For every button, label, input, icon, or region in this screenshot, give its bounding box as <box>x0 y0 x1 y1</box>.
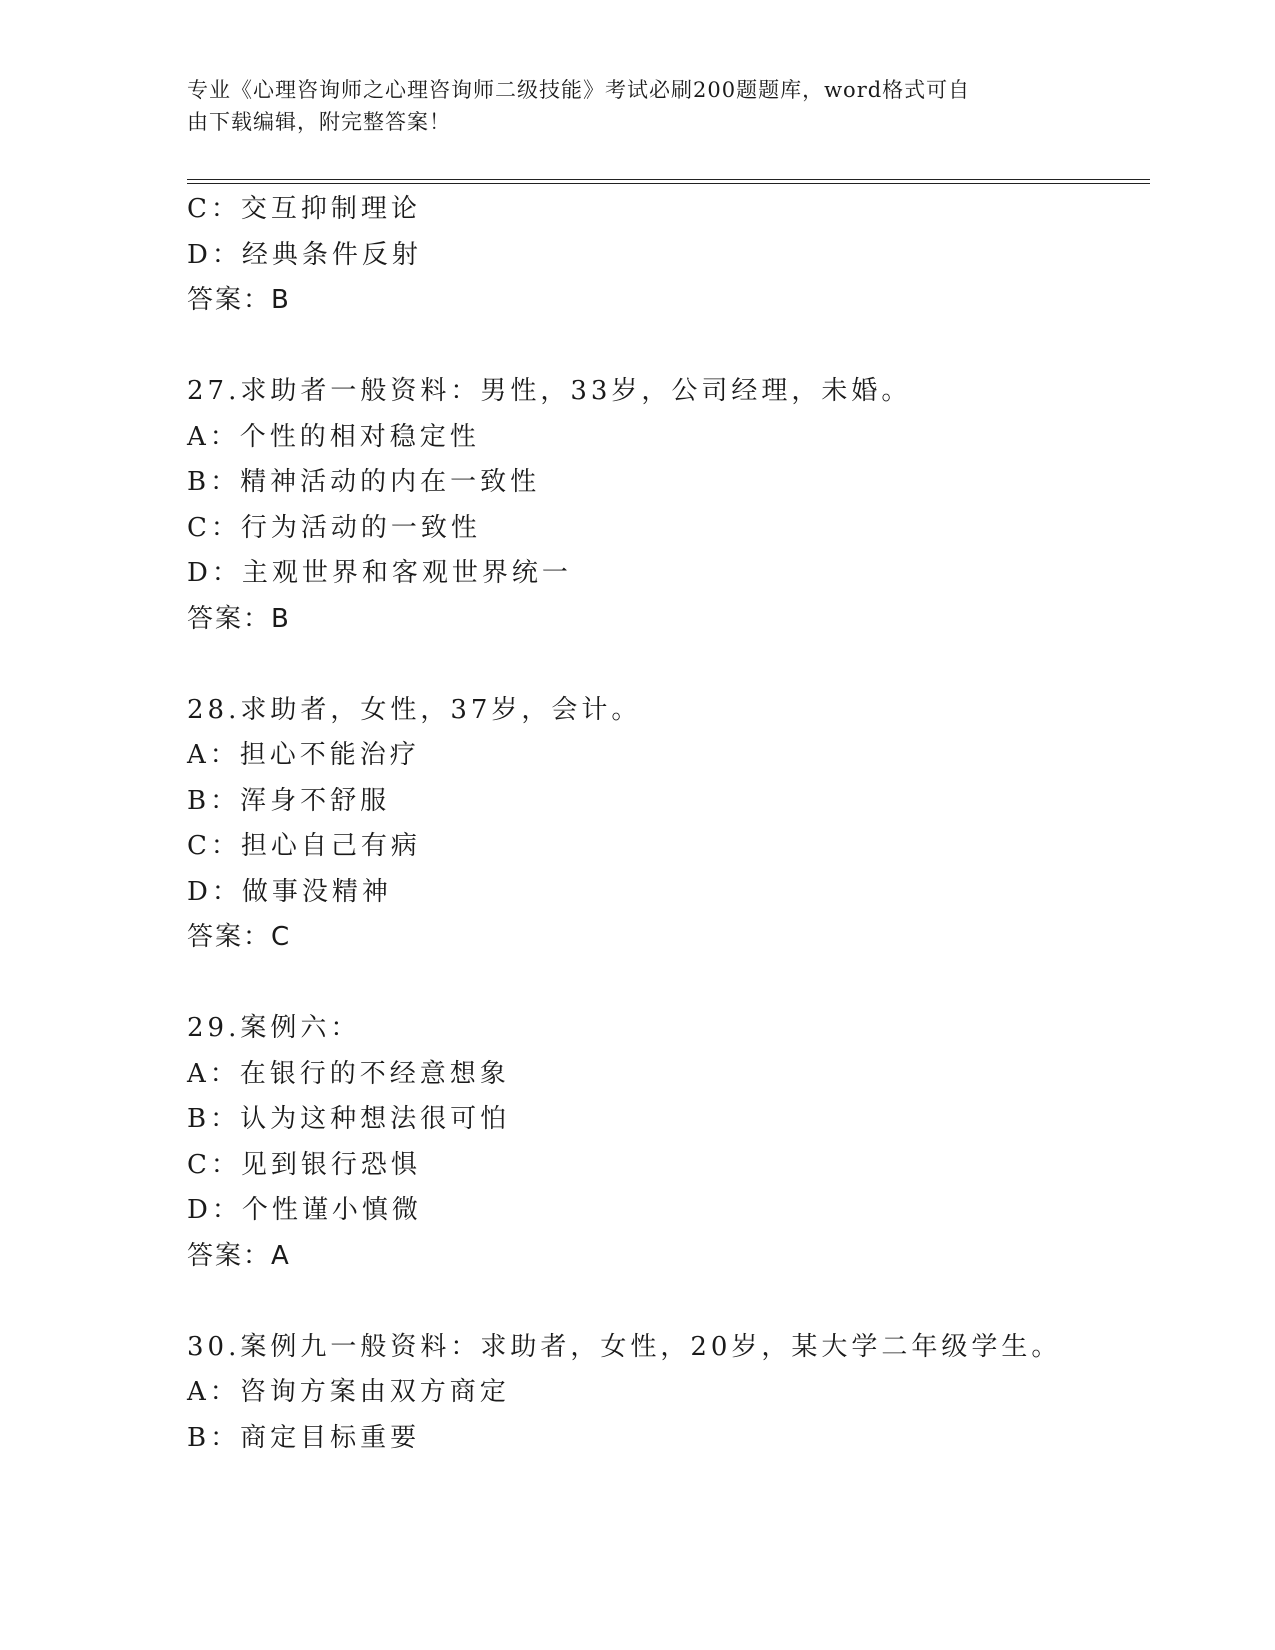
question-stem: 30.案例九一般资料：求助者，女性，20岁，某大学二年级学生。 <box>187 1331 1062 1362</box>
spacer <box>187 1279 1147 1325</box>
question-27 <box>187 369 1147 642</box>
question-list <box>187 187 1147 1461</box>
option-d: D：做事没精神 <box>187 876 392 907</box>
question-29 <box>187 1006 1147 1279</box>
header-line-1: 专业《心理咨询师之心理咨询师二级技能》考试必刷200题题库，word格式可自 <box>187 78 971 102</box>
option-b: B：浑身不舒服 <box>187 785 391 816</box>
option-a: A：个性的相对稳定性 <box>187 421 480 452</box>
question-stem: 27.求助者一般资料：男性，33岁，公司经理，未婚。 <box>187 376 912 406</box>
question-26-tail <box>187 187 1147 324</box>
spacer <box>187 961 1147 1007</box>
spacer <box>187 642 1147 688</box>
option-a: A：咨询方案由双方商定 <box>187 1377 510 1407</box>
option-c: C：交互抑制理论 <box>187 194 421 224</box>
option-a: A：在银行的不经意想象 <box>187 1058 510 1089</box>
option-b: B：精神活动的内在一致性 <box>187 467 541 497</box>
answer-label: 答案：B <box>187 603 291 634</box>
question-30 <box>187 1325 1147 1462</box>
option-c: C：担心自己有病 <box>187 831 421 861</box>
header-divider-bottom <box>187 183 1150 184</box>
option-a: A：担心不能治疗 <box>187 740 420 770</box>
question-stem: 28.求助者，女性，37岁，会计。 <box>187 694 642 725</box>
document-header <box>187 74 1067 138</box>
option-b: B：商定目标重要 <box>187 1422 421 1453</box>
option-d: D：经典条件反射 <box>187 239 422 270</box>
answer-label: 答案：B <box>187 285 291 315</box>
question-stem: 29.案例六： <box>187 1013 361 1043</box>
option-d: D：主观世界和客观世界统一 <box>187 558 572 588</box>
question-28 <box>187 688 1147 961</box>
option-d: D：个性谨小慎微 <box>187 1195 422 1225</box>
answer-label: 答案：C <box>187 922 292 952</box>
spacer <box>187 324 1147 370</box>
option-c: C：见到银行恐惧 <box>187 1149 421 1180</box>
option-c: C：行为活动的一致性 <box>187 512 481 543</box>
option-b: B：认为这种想法很可怕 <box>187 1104 511 1134</box>
answer-label: 答案：A <box>187 1240 291 1271</box>
header-line-2: 由下载编辑，附完整答案！ <box>187 110 451 134</box>
header-divider-top <box>187 179 1150 180</box>
